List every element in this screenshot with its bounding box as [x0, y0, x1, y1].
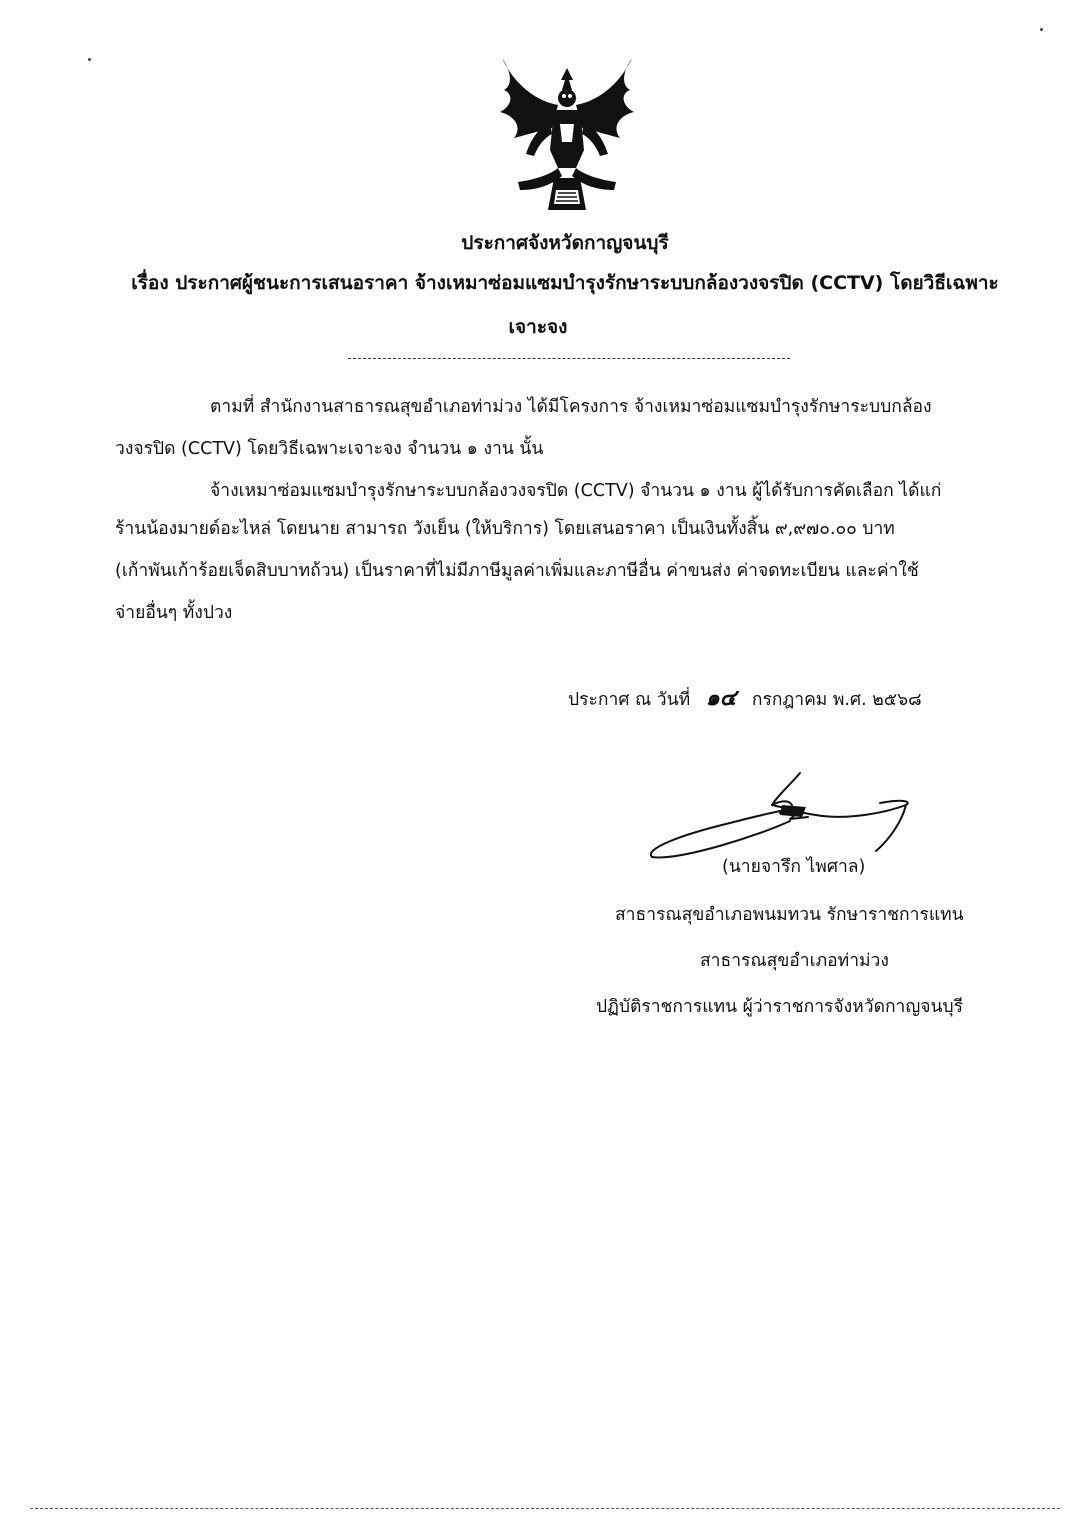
body-line-6: จ่ายอื่นๆ ทั้งปวง — [115, 603, 233, 623]
title-divider — [348, 358, 790, 359]
announcement-date — [568, 680, 922, 715]
scan-speck — [88, 58, 91, 61]
scan-speck — [1040, 28, 1043, 31]
signer-name: (นายจารึก ไพศาล) — [722, 857, 866, 877]
date-prefix: ประกาศ ณ วันที่ — [568, 690, 691, 710]
subject-line-1: เรื่อง ประกาศผู้ชนะการเสนอราคา จ้างเหมาซ่อมแซมบำรุงรักษาระบบกล้องวงจรปิด (CCTV) โดยวิธีเฉพาะ — [131, 272, 999, 294]
date-day-handwritten: ๑๔ — [705, 685, 737, 711]
body-line-1: ตามที่ สำนักงานสาธารณสุขอำเภอท่าม่วง ได้มีโครงการ จ้างเหมาซ่อมแซมบำรุงรักษาระบบกล้อง — [210, 397, 932, 417]
date-month-year: กรกฎาคม พ.ศ. ๒๕๖๘ — [751, 690, 922, 710]
body-line-2: วงจรปิด (CCTV) โดยวิธีเฉพาะเจาะจง จำนวน ๑ งาน นั้น — [115, 439, 544, 459]
body-line-5: (เก้าพันเก้าร้อยเจ็ดสิบบาทถ้วน) เป็นราคาที่ไม่มีภาษีมูลค่าเพิ่มและภาษีอื่น ค่าขนส่ง ค่าจดทะเบียน และค่าใช้ — [115, 561, 919, 581]
announcement-title: ประกาศจังหวัดกาญจนบุรี — [461, 232, 669, 254]
signer-position-2: สาธารณสุขอำเภอท่าม่วง — [700, 951, 889, 971]
body-line-4: ร้านน้องมายด์อะไหล่ โดยนาย สามารถ วังเย็น (ให้บริการ) โดยเสนอราคา เป็นเงินทั้งสิ้น ๙,๙๗๐.๐๐ บาท — [115, 519, 895, 539]
body-line-3: จ้างเหมาซ่อมแซมบำรุงรักษาระบบกล้องวงจรปิด (CCTV) จำนวน ๑ งาน ผู้ได้รับการคัดเลือก ได้แก่ — [210, 481, 942, 501]
signer-position-1: สาธารณสุขอำเภอพนมทวน รักษาราชการแทน — [615, 905, 964, 925]
subject-line-2: เจาะจง — [508, 316, 568, 338]
signer-position-3: ปฏิบัติราชการแทน ผู้ว่าราชการจังหวัดกาญจนบุรี — [596, 997, 964, 1017]
garuda-emblem-icon — [492, 50, 642, 220]
bottom-scan-line — [30, 1508, 1060, 1509]
